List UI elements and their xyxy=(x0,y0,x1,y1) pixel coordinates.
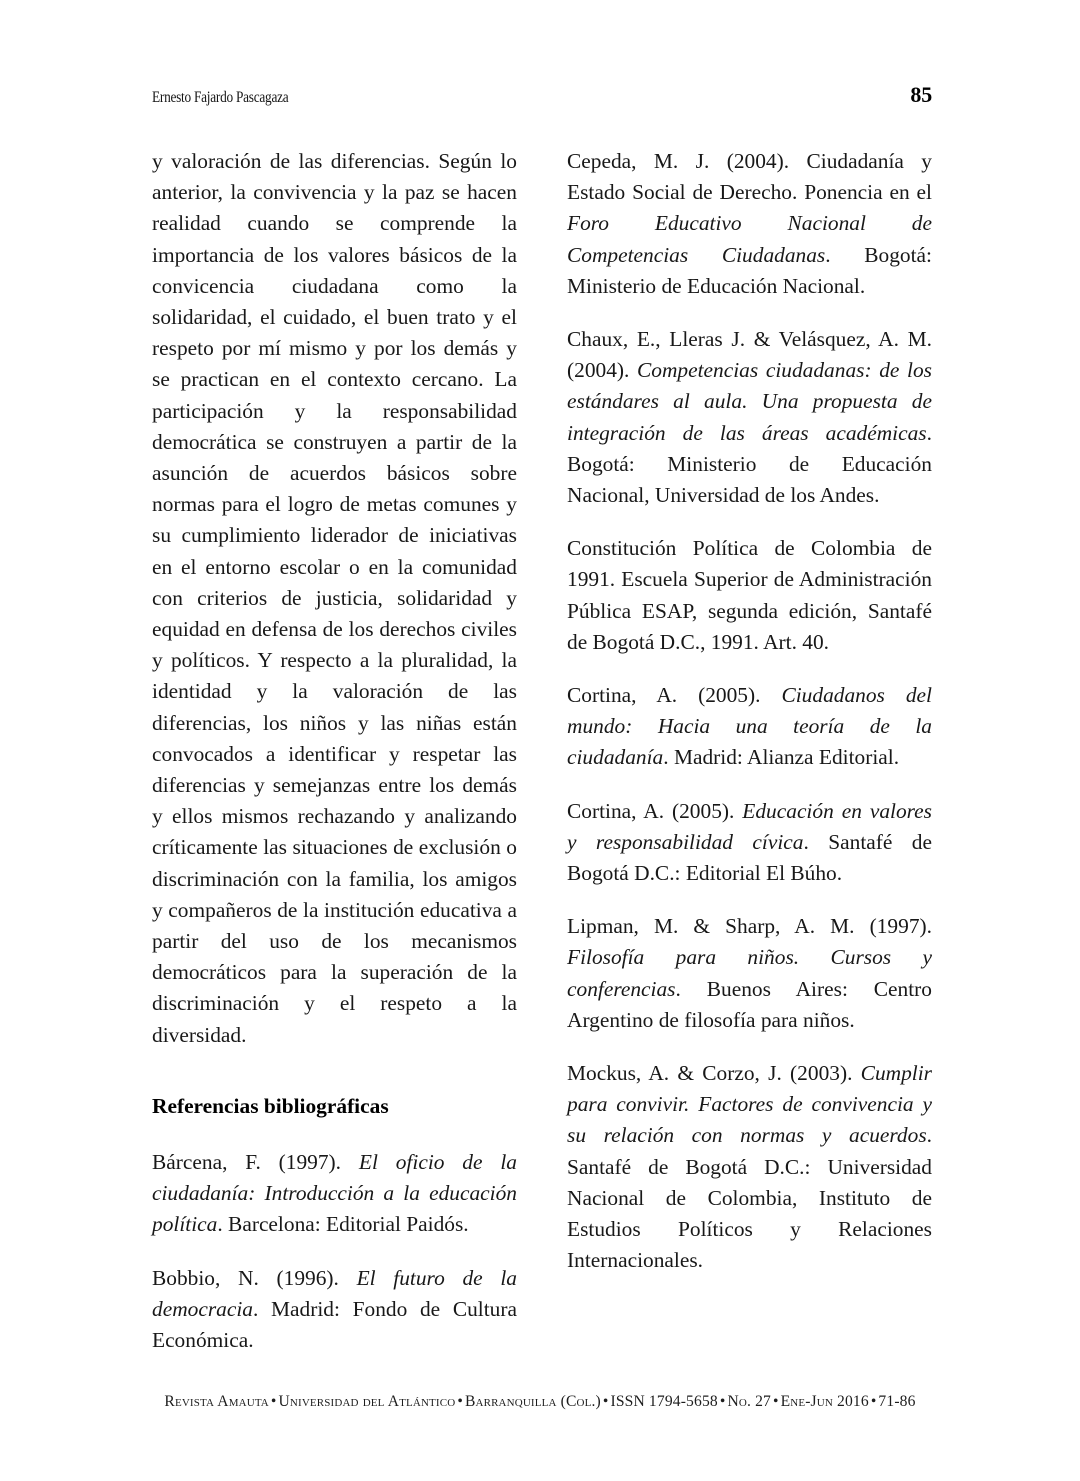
reference-entry xyxy=(152,1263,517,1357)
reference-entry xyxy=(152,1147,517,1241)
footer-separator: • xyxy=(457,1393,463,1410)
reference-entry xyxy=(567,911,932,1036)
footer-page-range: 71-86 xyxy=(878,1393,916,1410)
reference-title: El oficio de la ciudadanía: Introducción a la educación política xyxy=(152,1149,517,1237)
body-paragraph: y valoración de las diferencias. Según lo anterior, la convivencia y la paz se hacen realidad cuando se comprende la importancia de los valores básicos de la convicencia ciudadana como la solidaridad, el cuidado, el buen trato y el respeto por mí mismo y por los demás y se practican en el contexto cercano. La participación y la responsabilidad democrática se construyen a partir de la asunción de acuerdos básicos sobre normas para el logro de metas comunes y su cumplimiento liderador de iniciativas en el entorno escolar o en la comunidad con criterios de justicia, solidaridad y equidad en defensa de los derechos civiles y políticos. Y respecto a la pluralidad, la identidad y la valoración de las diferencias, los niños y las niñas están convocados a identificar y respetar las diferencias y semejanzas entre los demás y ellos mismos rechazando y analizando críticamente las situaciones de exclusión o discriminación con la familia, los amigos y compañeros de la institución educativa a partir del uso de los mecanismos democráticos para la superación de la discriminación y el respeto a la diversidad. xyxy=(152,149,517,1047)
footer-separator: • xyxy=(719,1393,726,1410)
reference-prefix: Cortina, A. (2005). xyxy=(567,683,782,708)
footer-city: Barranquilla (Col.) xyxy=(464,1393,601,1410)
reference-prefix: Cepeda, M. J. (2004). Ciudadanía y Estado Social de Derecho. Ponencia en el xyxy=(567,149,932,205)
reference-title: Cumplir para convivir. Factores de convivencia y su relación con normas y acuerdos xyxy=(567,1061,932,1148)
reference-entry xyxy=(567,796,932,890)
reference-suffix: . Barcelona: Editorial Paidós. xyxy=(217,1212,469,1237)
reference-suffix: . Madrid: Alianza Editorial. xyxy=(663,745,900,770)
reference-entry xyxy=(567,680,932,774)
reference-prefix: Cortina, A. (2005). xyxy=(567,798,743,823)
footer-journal: Revista Amauta xyxy=(164,1393,269,1410)
body-columns xyxy=(152,146,932,1352)
reference-suffix: . Bogotá: Ministerio de Educación Nacional. xyxy=(567,242,932,298)
running-header xyxy=(152,82,932,108)
footer-separator: • xyxy=(772,1393,779,1410)
reference-title: Filosofía para niños. Cursos y conferencias xyxy=(567,945,932,1001)
footer-period: Ene-Jun 2016 xyxy=(780,1393,869,1410)
reference-prefix: Constitución Política de Colombia de 1991. Escuela Superior de Administración Pública ESAP, segunda edición, Santafé de Bogotá D.C., 1991. Art. 40. xyxy=(567,536,932,654)
reference-prefix: Mockus, A. & Corzo, J. (2003). xyxy=(567,1061,861,1086)
footer-university: Universidad del Atlántico xyxy=(278,1393,456,1410)
footer-separator: • xyxy=(602,1393,609,1410)
reference-entry xyxy=(567,324,932,511)
footer-separator: • xyxy=(870,1393,877,1410)
reference-entry xyxy=(567,533,932,658)
reference-suffix: . Bogotá: Ministerio de Educación Nacional, Universidad de los Andes. xyxy=(567,420,932,508)
reference-entry xyxy=(567,1058,932,1276)
reference-title: El futuro de la democracia xyxy=(152,1265,517,1321)
reference-prefix: Bobbio, N. (1996). xyxy=(152,1265,357,1290)
reference-title: Ciudadanos del mundo: Hacia una teoría de la ciudadanía xyxy=(567,683,932,770)
reference-title: Foro Educativo Nacional de Competencias Ciudadanas xyxy=(567,211,932,267)
right-column xyxy=(567,146,932,1346)
reference-suffix: . Santafé de Bogotá D.C.: Universidad Nacional de Colombia, Instituto de Estudios Políticos y Relaciones Internacionales. xyxy=(567,1123,932,1273)
reference-suffix: . Madrid: Fondo de Cultura Económica. xyxy=(152,1296,517,1352)
reference-title: Educación en valores y responsabilidad cívica xyxy=(567,798,932,854)
page-number: 85 xyxy=(910,82,932,107)
reference-suffix: . Buenos Aires: Centro Argentino de filosofía para niños. xyxy=(567,976,932,1032)
reference-suffix: . Santafé de Bogotá D.C.: Editorial El Búho. xyxy=(567,829,932,886)
running-header-author: Ernesto Fajardo Pascagaza xyxy=(152,89,289,106)
references-heading: Referencias bibliográficas xyxy=(152,1093,389,1118)
reference-title: Competencias ciudadanas: de los estándares al aula. Una propuesta de integración de las áreas académicas xyxy=(567,358,932,445)
reference-entry xyxy=(567,146,932,302)
footer-issn: ISSN 1794-5658 xyxy=(610,1393,718,1410)
page-footer xyxy=(0,1393,1080,1411)
reference-prefix: Lipman, M. & Sharp, A. M. (1997). xyxy=(567,914,932,939)
reference-prefix: Bárcena, F. (1997). xyxy=(152,1149,359,1174)
reference-prefix: Chaux, E., Lleras J. & Velásquez, A. M. (2004). xyxy=(567,327,932,383)
left-column xyxy=(152,146,517,1352)
footer-issue: No. 27 xyxy=(727,1393,771,1410)
footer-citation-line xyxy=(164,1393,915,1411)
footer-separator: • xyxy=(270,1393,277,1410)
